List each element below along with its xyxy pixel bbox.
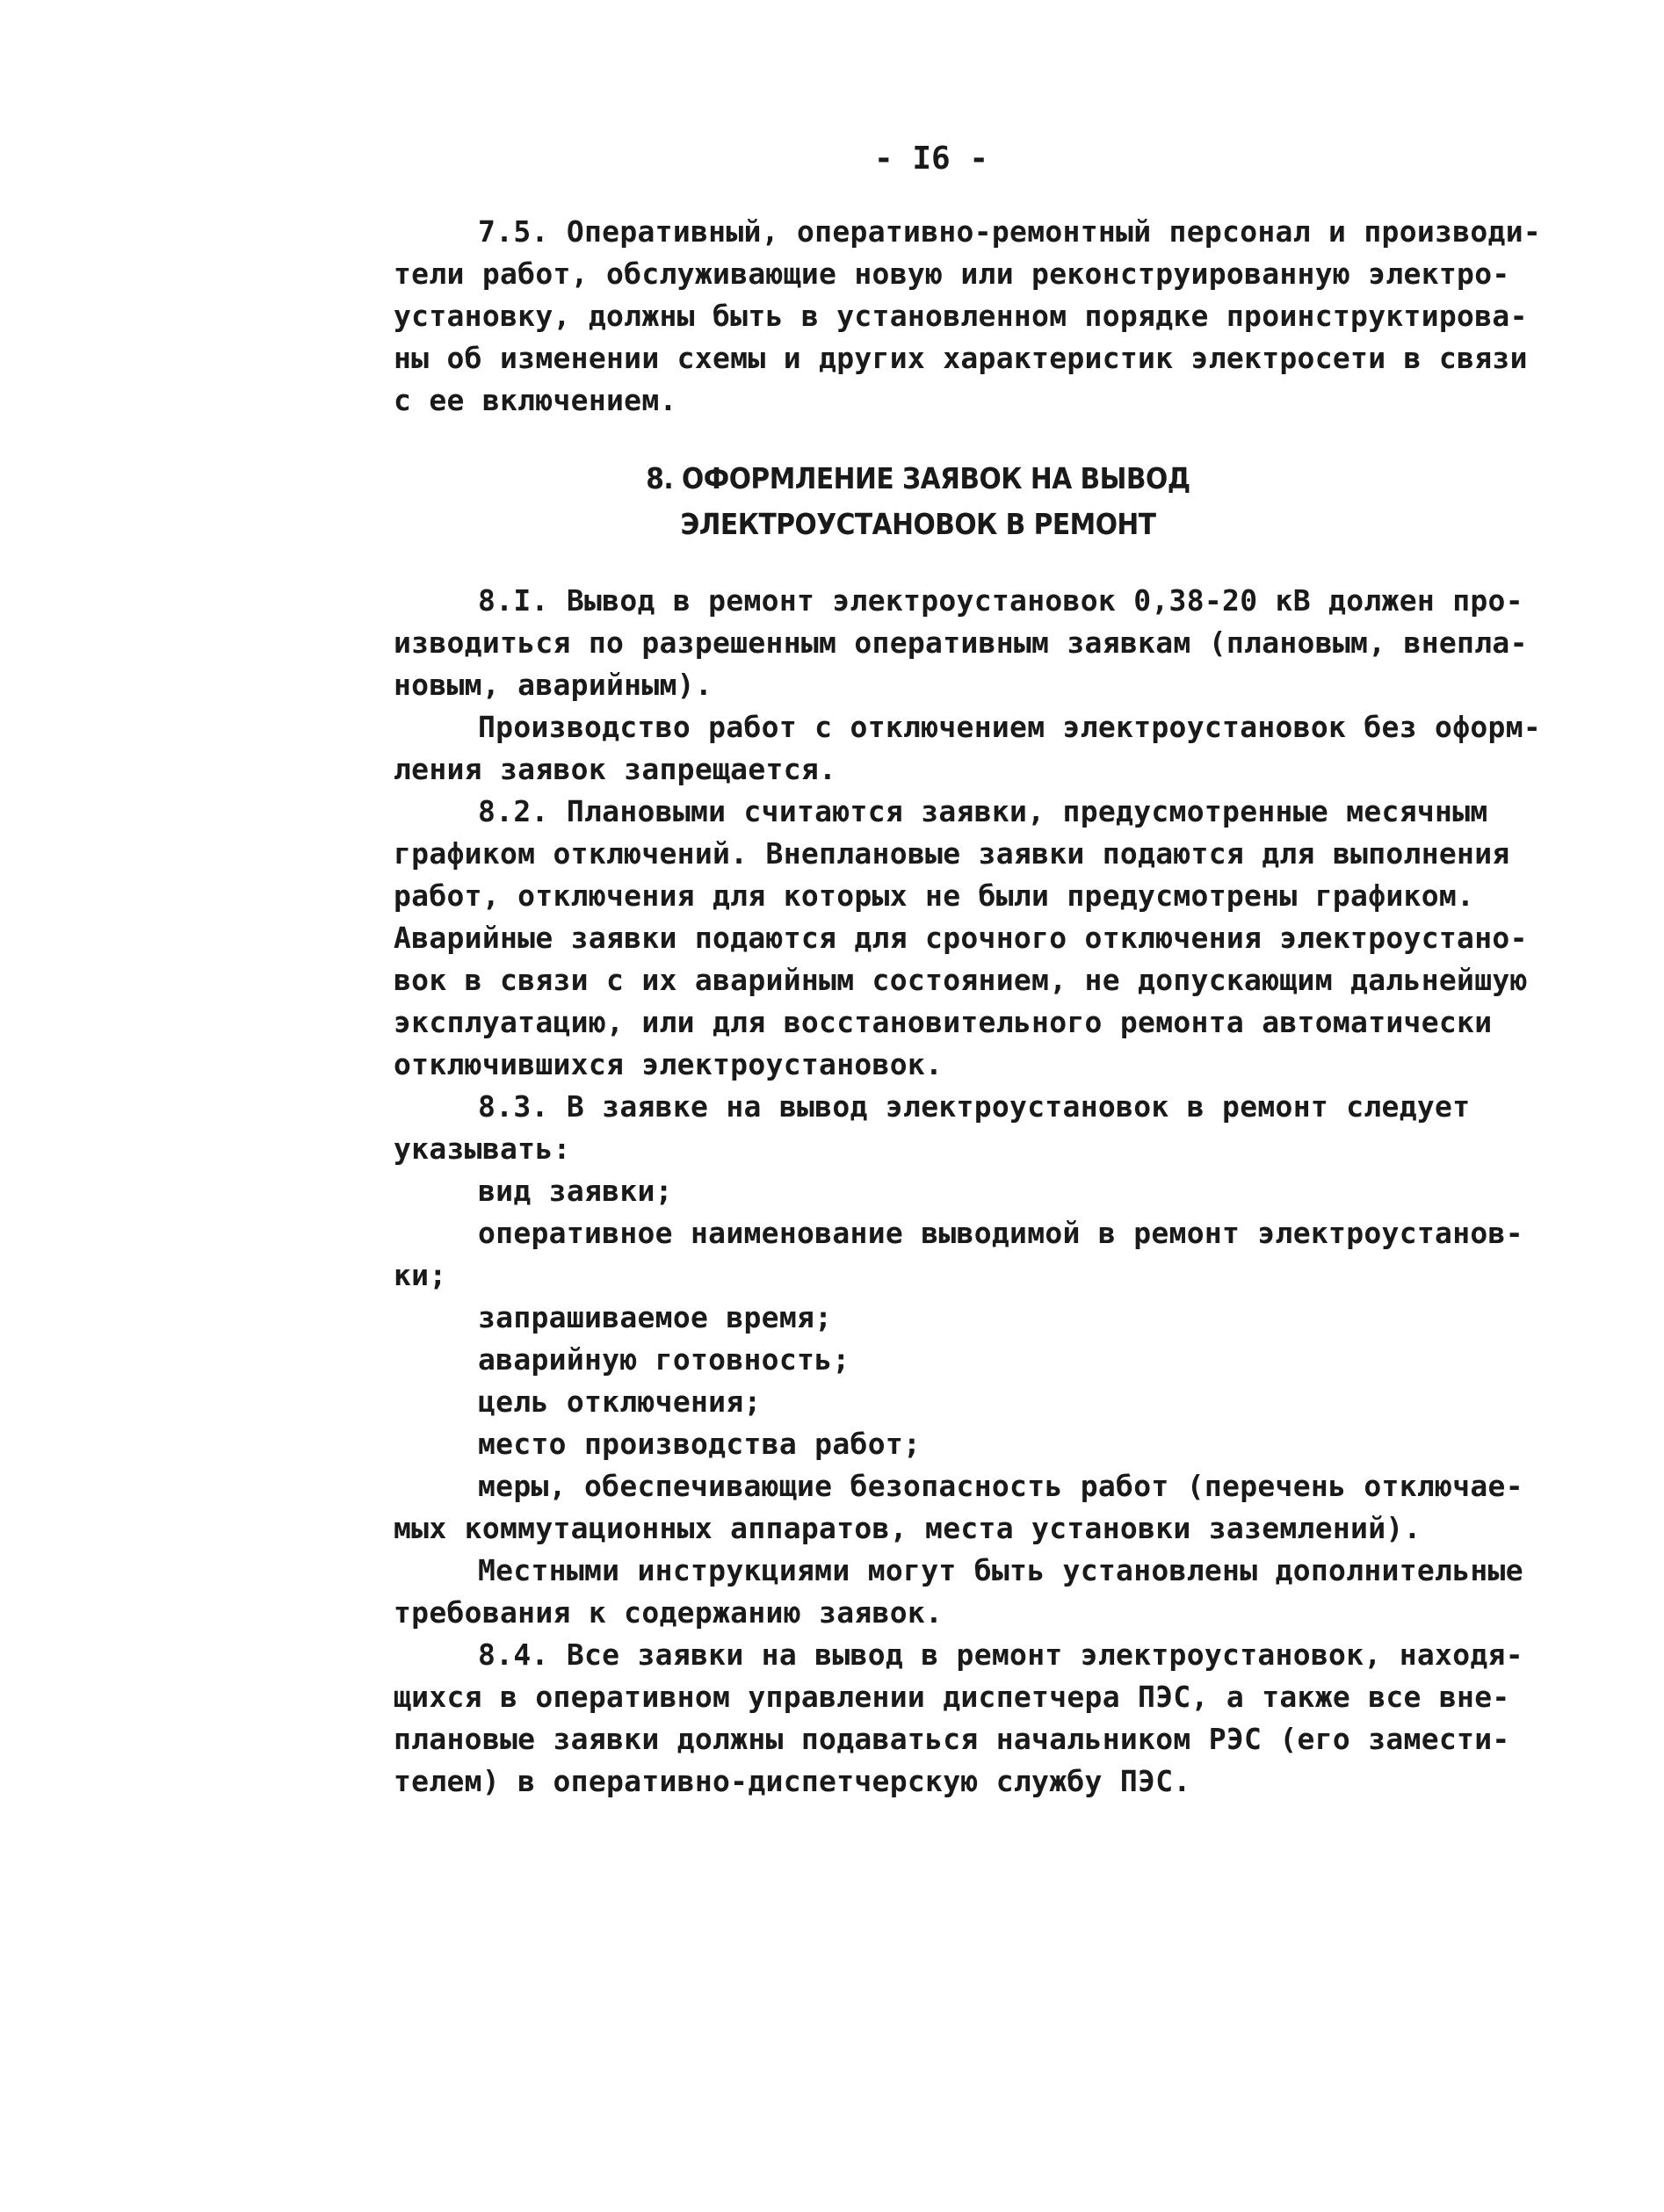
body-line: 8.2. Плановыми считаются заявки, предусмотренные месячным [478,794,1488,828]
body-line: запрашиваемое время; [478,1300,833,1334]
body-line: ления заявок запрещается. [394,752,837,786]
paragraph-line: тели работ, обслуживающие новую или реконструированную электро- [394,257,1510,291]
paragraph-line: с ее включением. [394,383,677,417]
body-line: эксплуатацию, или для восстановительного ремонта автоматически [394,1005,1493,1039]
body-line: меры, обеспечивающие безопасность работ (перечень отключае- [478,1469,1523,1503]
heading-line: ЭЛЕКТРОУСТАНОВОК В РЕМОНТ [680,507,1156,541]
body-line: 8.I. Вывод в ремонт электроустановок 0,38-20 кВ должен про- [478,583,1523,618]
paragraph-line: 7.5. Оперативный, оперативно-ремонтный персонал и производи- [478,214,1542,249]
body-line: 8.3. В заявке на вывод электроустановок в ремонт следует [478,1089,1471,1124]
body-line: место производства работ; [478,1427,922,1461]
body-line: Местными инструкциями могут быть установлены дополнительные [478,1553,1523,1587]
paragraph-line: ны об изменении схемы и других характеристик электросети в связи [394,341,1528,375]
body-line: Аварийные заявки подаются для срочного отключения электроустано- [394,921,1528,955]
body-line: работ, отключения для которых не были предусмотрены графиком. [394,878,1475,913]
body-line: отключившихся электроустановок. [394,1047,944,1081]
body-line: изводиться по разрешенным оперативным заявкам (плановым, внепла- [394,625,1528,660]
body-line: цель отключения; [478,1384,762,1419]
body-line: оперативное наименование выводимой в ремонт электроустанов- [478,1216,1523,1250]
body-line: мых коммутационных аппаратов, места установки заземлений). [394,1511,1422,1545]
body-line: требования к содержанию заявок. [394,1595,944,1630]
body-line: графиком отключений. Внеплановые заявки подаются для выполнения [394,836,1510,871]
body-line: указывать: [394,1131,571,1166]
section-8-heading [0,457,1664,548]
body-line: телем) в оперативно-диспетчерскую службу ПЭС. [394,1764,1191,1798]
body-line: новым, аварийным). [394,668,713,702]
body-line: аварийную готовность; [478,1342,850,1377]
body-line: вок в связи с их аварийным состоянием, не допускающим дальнейшую [394,963,1528,997]
body-line: вид заявки; [478,1174,673,1208]
page-number: - I6 - [873,141,989,177]
body-line: ки; [394,1258,447,1292]
body-line: щихся в оперативном управлении диспетчера ПЭС, а также все вне- [394,1680,1510,1714]
heading-line: 8. ОФОРМЛЕНИЕ ЗАЯВОК НА ВЫВОД [646,461,1190,495]
section-7-5-paragraph [394,211,1542,422]
paragraph-line: установку, должны быть в установленном порядке проинструктирова- [394,299,1528,333]
body-line: Производство работ с отключением электроустановок без оформ- [478,710,1542,744]
body-line: плановые заявки должны подаваться начальником РЭС (его замести- [394,1722,1510,1756]
body-line: 8.4. Все заявки на вывод в ремонт электроустановок, находя- [478,1637,1523,1672]
section-8-body [394,580,1542,1803]
